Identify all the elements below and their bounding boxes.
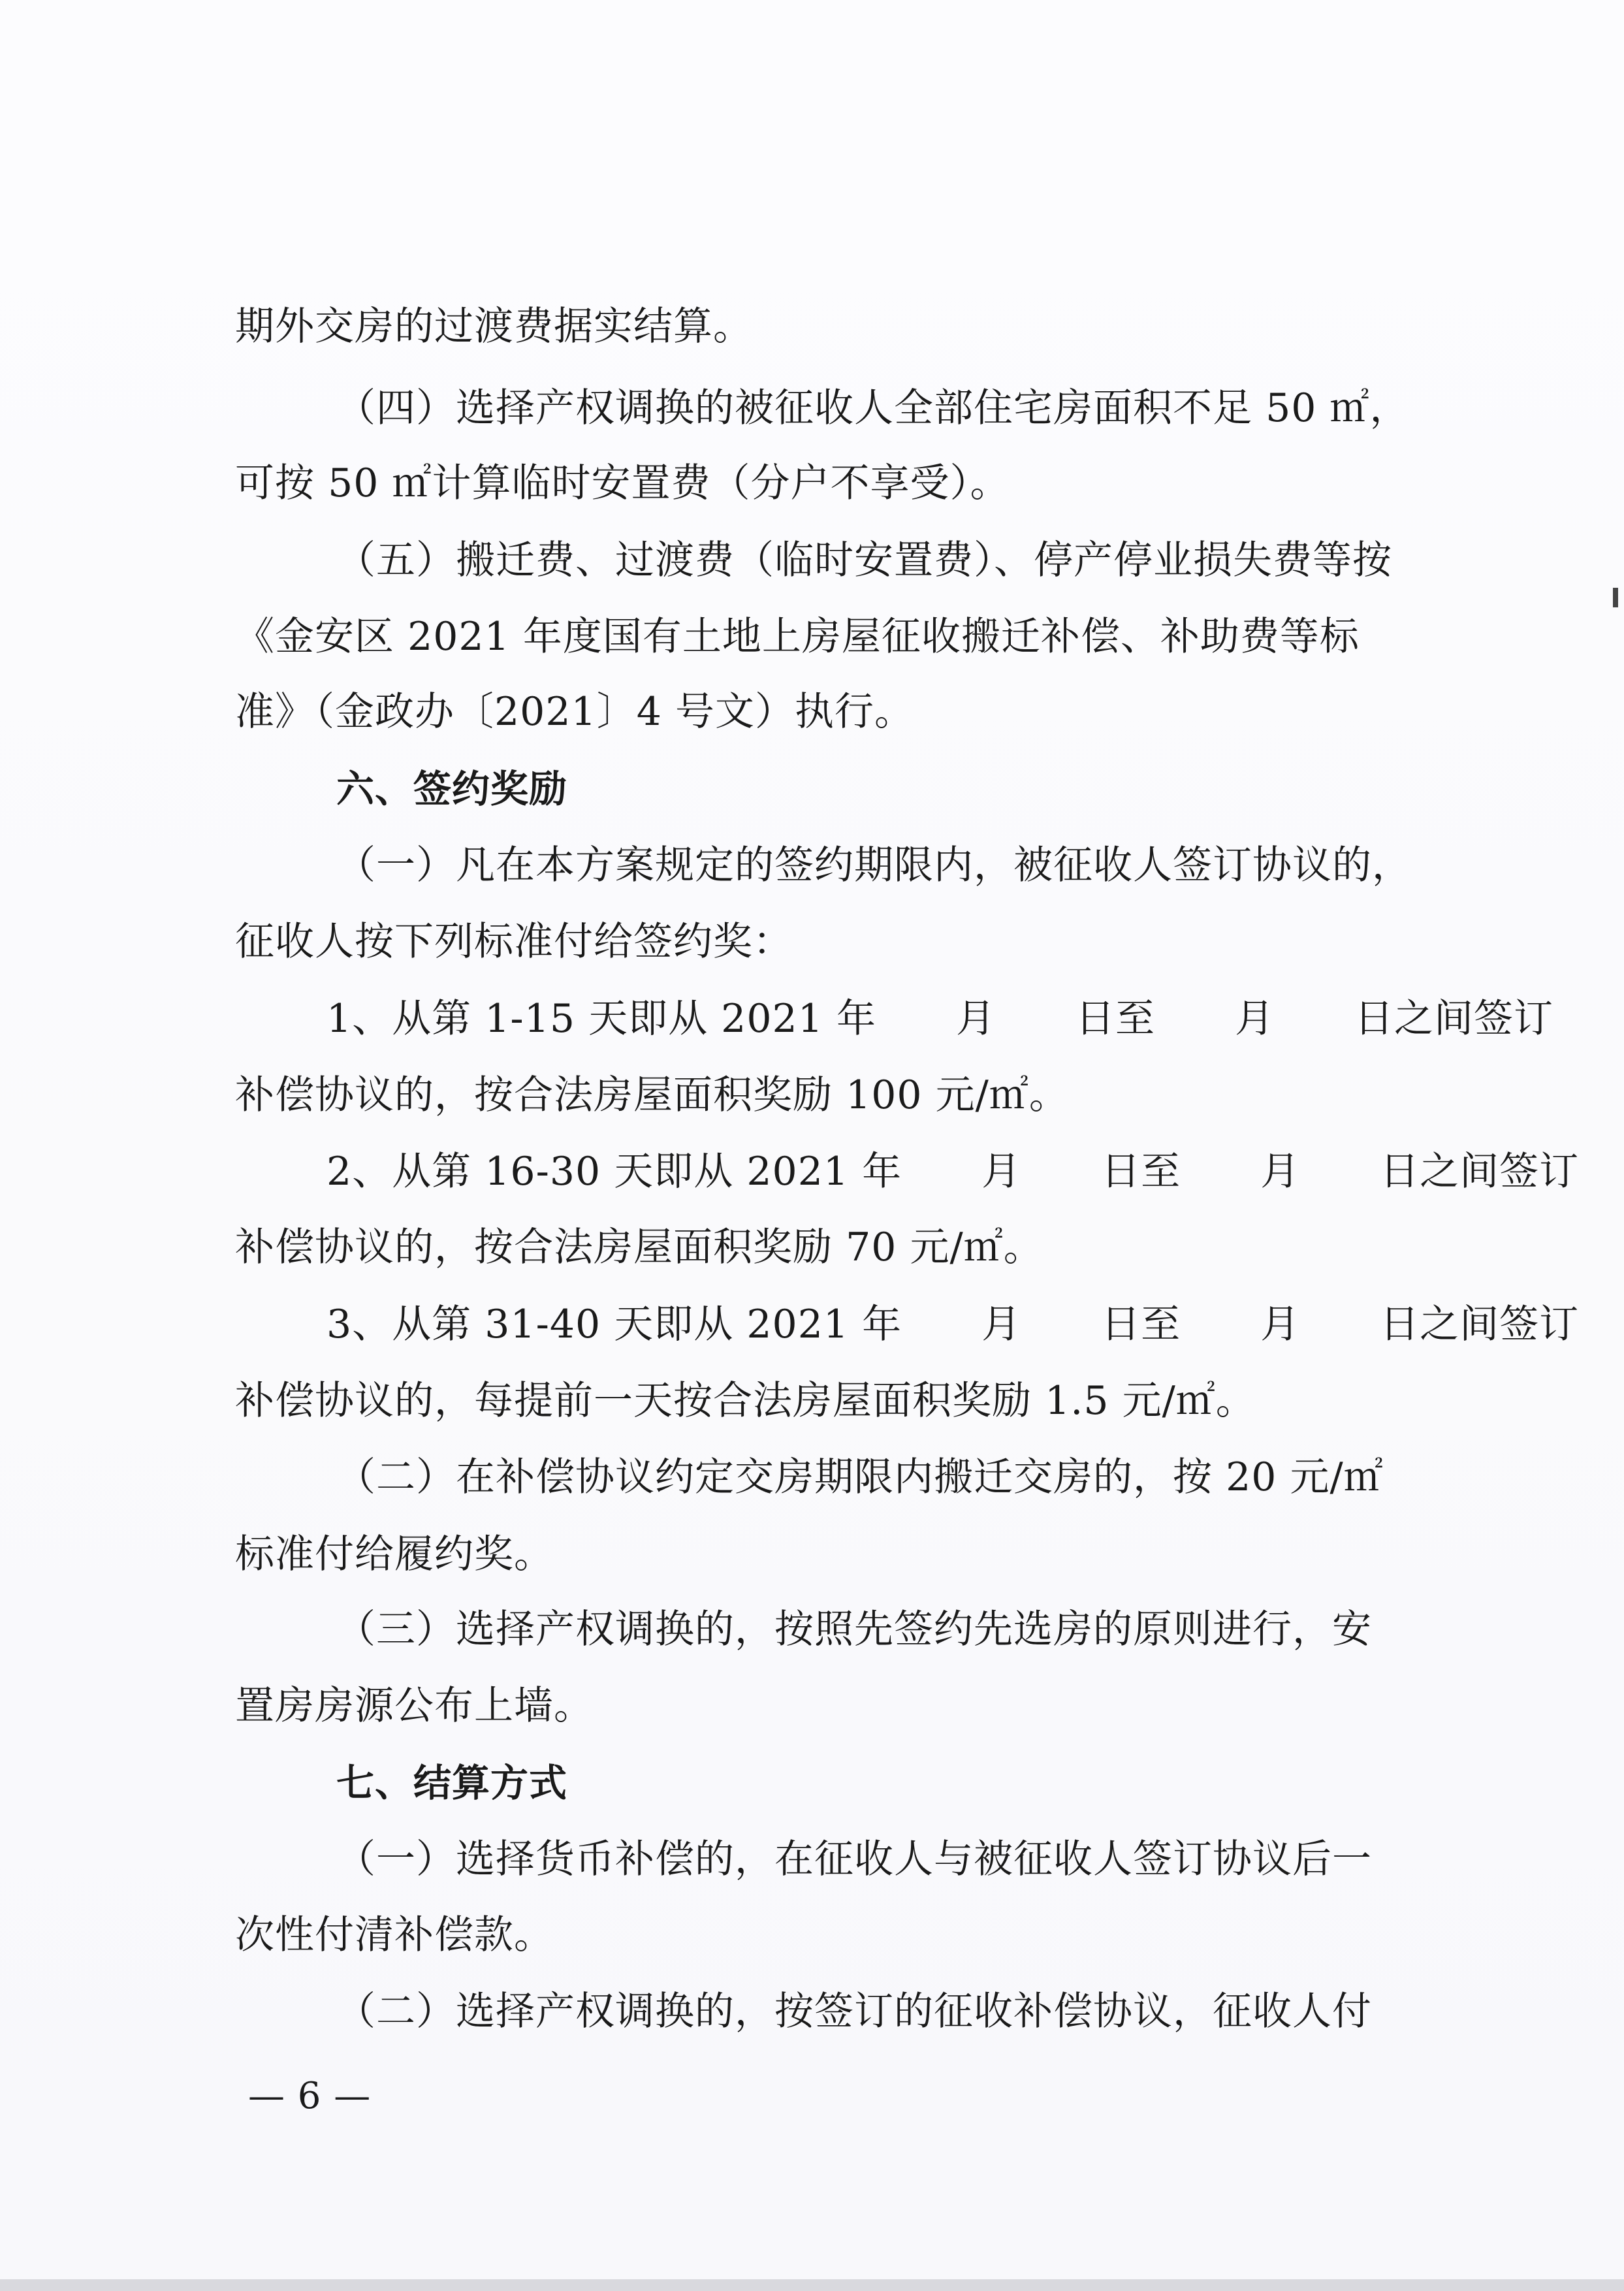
text-line: 1、从第 1-15 天即从 2021 年 月 日至 月 日之间签订 [326, 996, 1553, 1042]
scan-edge-mark [1613, 588, 1618, 607]
text-line: 标准付给履约奖。 [235, 1531, 554, 1577]
text-line: 征收人按下列标准付给签约奖： [235, 919, 793, 965]
text-line: 准》（金政办〔2021〕4 号文）执行。 [235, 689, 914, 735]
text-line: 可按 50 ㎡计算临时安置费（分户不享受）。 [235, 460, 1010, 506]
text-line: （二）在补偿协议约定交房期限内搬迁交房的，按 20 元/㎡ [336, 1454, 1384, 1500]
text-line: 补偿协议的，按合法房屋面积奖励 100 元/㎡。 [235, 1072, 1069, 1118]
text-line: （三）选择产权调换的，按照先签约先选房的原则进行，安 [336, 1607, 1372, 1652]
text-line: 补偿协议的，按合法房屋面积奖励 70 元/㎡。 [235, 1225, 1043, 1270]
text-line: （二）选择产权调换的，按签订的征收补偿协议，征收人付 [336, 1989, 1372, 2034]
scan-bottom-edge [0, 2279, 1624, 2291]
text-line: 次性付清补偿款。 [235, 1912, 554, 1958]
text-line: 3、从第 31-40 天即从 2021 年 月 日至 月 日之间签订 [326, 1302, 1580, 1347]
page-number: — 6 — [248, 2075, 372, 2117]
text-line: 《金安区 2021 年度国有土地上房屋征收搬迁补偿、补助费等标 [235, 614, 1360, 660]
text-line: （一）选择货币补偿的，在征收人与被征收人签订协议后一 [336, 1836, 1372, 1882]
text-line: （四）选择产权调换的被征收人全部住宅房面积不足 50 ㎡， [336, 385, 1410, 431]
text-line: 补偿协议的，每提前一天按合法房屋面积奖励 1.5 元/㎡。 [235, 1378, 1256, 1424]
text-line: 置房房源公布上墙。 [235, 1683, 594, 1729]
text-line: （一）凡在本方案规定的签约期限内，被征收人签订协议的， [336, 842, 1412, 888]
section-heading: 六、签约奖励 [336, 767, 568, 811]
text-line: 期外交房的过渡费据实结算。 [235, 304, 753, 349]
text-line: 2、从第 16-30 天即从 2021 年 月 日至 月 日之间签订 [326, 1149, 1580, 1194]
section-heading: 七、结算方式 [336, 1761, 568, 1805]
text-line: （五）搬迁费、过渡费（临时安置费）、停产停业损失费等按 [336, 537, 1392, 583]
